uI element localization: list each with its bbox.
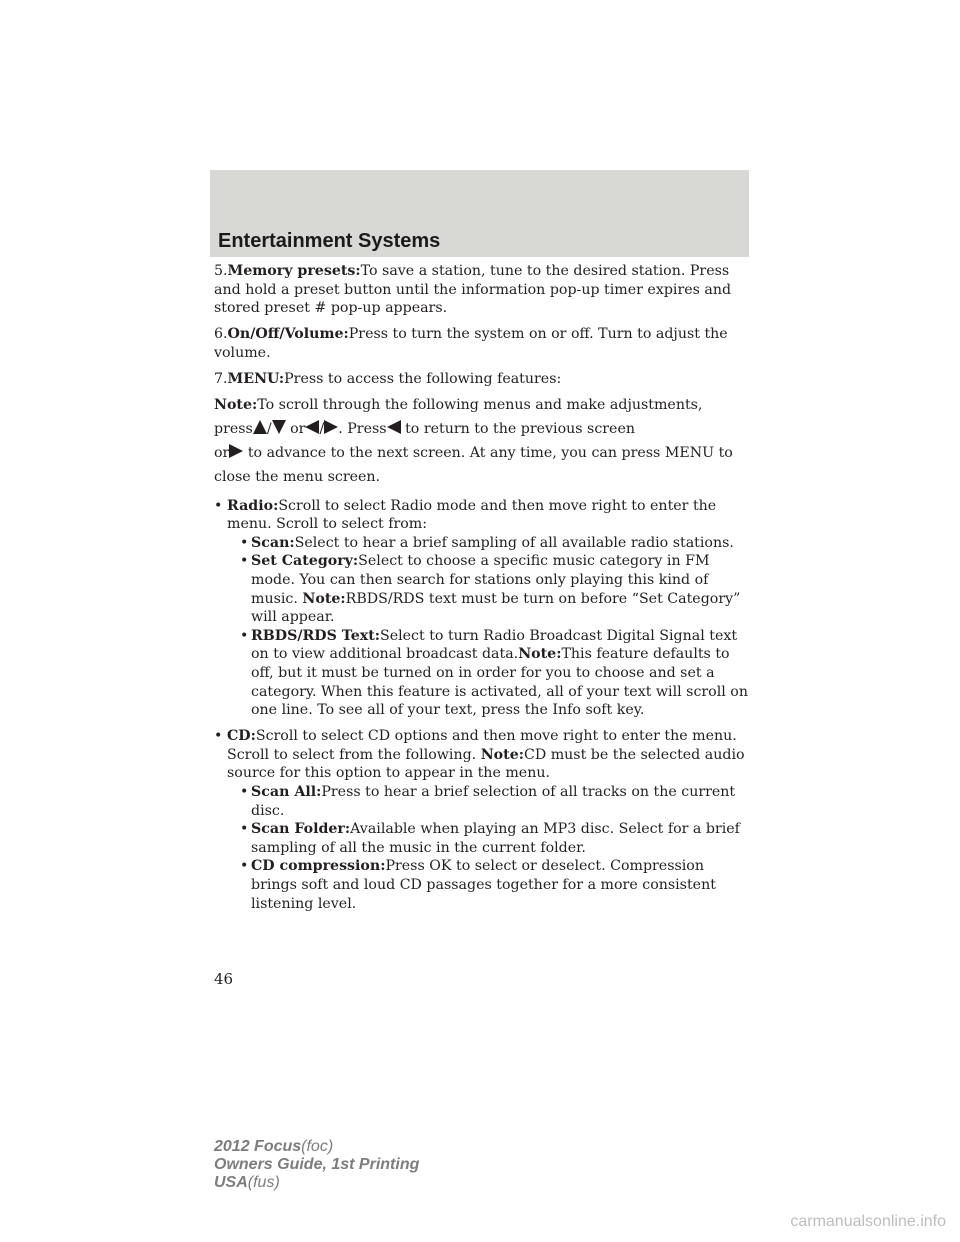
- list-item-rbds-text: [227, 627, 754, 720]
- item-text: Press to access the following features:: [284, 370, 562, 387]
- list-item-scan: [227, 534, 754, 553]
- list-item-scan-folder: [227, 820, 754, 857]
- footer-model-line: [214, 1138, 419, 1156]
- item-text: To save a station, tune to the desired station. Press and hold a preset button until the information pop-up timer expires and stored preset # pop-up appears.: [214, 263, 732, 317]
- left-arrow-icon: [305, 420, 319, 434]
- manual-content: [214, 262, 754, 921]
- note-text: CD must be the selected audio source for this option to appear in the menu.: [227, 746, 745, 782]
- item-label: Radio:: [227, 497, 279, 514]
- item-text: Available when playing an MP3 disc. Select for a brief sampling of all the music in the current folder.: [251, 821, 740, 856]
- note-navigation: [214, 393, 754, 489]
- document-footer: [214, 1138, 419, 1192]
- slash: /: [319, 421, 325, 438]
- press-text: . Press: [338, 421, 387, 438]
- or-text: or: [214, 445, 230, 462]
- item-label: On/Off/Volume:: [227, 326, 349, 343]
- list-item-cd: [214, 727, 754, 783]
- note-text: RBDS/RDS text must be turn on before “Set Category” will appear.: [251, 590, 741, 626]
- left-arrow-icon: [387, 420, 401, 434]
- down-arrow-icon: [272, 420, 286, 434]
- footer-guide: Owners Guide, 1st Printing: [214, 1156, 420, 1173]
- section-title: Entertainment Systems: [218, 230, 441, 252]
- item-number: 7.: [214, 370, 228, 387]
- up-arrow-icon: [253, 420, 267, 434]
- cd-sublist: [214, 783, 754, 913]
- note-label: Note:: [214, 397, 258, 414]
- item-text: Press to hear a brief selection of all tracks on the current disc.: [251, 783, 736, 819]
- note-label: Note:: [518, 646, 562, 663]
- footer-market-line: [214, 1174, 419, 1192]
- item-number: 5.: [214, 263, 228, 279]
- cd-feature-list: [214, 727, 754, 913]
- menu-feature-list: [214, 497, 754, 720]
- list-item-set-category: [227, 552, 754, 626]
- slash: /: [266, 421, 272, 438]
- item-label: Scan:: [251, 534, 295, 551]
- item-text: Press OK to select or deselect. Compression brings soft and loud CD passages together for a more consistent listening level.: [251, 858, 716, 912]
- item-label: CD compression:: [251, 858, 386, 875]
- item-text: Press to turn the system on or off. Turn to adjust the volume.: [214, 326, 728, 361]
- item-text: Scroll to select CD options and then move right to enter the menu. Scroll to select from the following.: [227, 728, 737, 763]
- item-label: RBDS/RDS Text:: [251, 627, 380, 644]
- section-header-band: [210, 170, 749, 257]
- watermark: carmanualsonline.info: [790, 1213, 946, 1230]
- advance-text: to advance to the next screen. At any time, you can press MENU to close the menu screen.: [214, 445, 733, 486]
- right-arrow-icon: [229, 444, 243, 458]
- item-memory-presets: [214, 262, 754, 318]
- note-label: Note:: [302, 590, 346, 607]
- item-text: Scroll to select Radio mode and then move right to enter the menu. Scroll to select from:: [227, 497, 717, 533]
- item-label: CD:: [227, 728, 256, 745]
- page-number: 46: [214, 970, 234, 988]
- return-text: to return to the previous screen: [405, 421, 635, 438]
- or-text: or: [290, 421, 306, 438]
- footer-model: 2012 Focus: [214, 1138, 302, 1155]
- item-label: Set Category:: [251, 553, 359, 570]
- list-item-scan-all: [227, 783, 754, 820]
- item-label: Scan Folder:: [251, 821, 351, 838]
- footer-market: USA: [214, 1174, 248, 1191]
- list-item-cd-compression: [227, 857, 754, 913]
- footer-guide-line: [214, 1156, 419, 1174]
- note-label: Note:: [480, 746, 524, 763]
- item-number: 6.: [214, 326, 228, 343]
- list-item-radio: [214, 497, 754, 534]
- right-arrow-icon: [324, 420, 338, 434]
- item-label: Memory presets:: [227, 263, 361, 279]
- item-label: MENU:: [227, 370, 285, 387]
- note-text: This feature defaults to off, but it must be turned on in order for you to choose and set a category. When this feature is activated, all of your text will scroll on one line. To see all of your text, press the Info soft key.: [251, 646, 748, 719]
- item-on-off-volume: [214, 325, 754, 362]
- note-press: press: [214, 421, 253, 438]
- radio-sublist: [214, 534, 754, 720]
- item-text: Select to turn Radio Broadcast Digital Signal text on to view additional broadcast data.: [251, 627, 738, 663]
- item-label: Scan All:: [251, 783, 322, 800]
- note-line1: To scroll through the following menus and make adjustments,: [257, 397, 703, 414]
- item-text: Select to hear a brief sampling of all available radio stations.: [294, 534, 734, 551]
- item-text: Select to choose a specific music category in FM mode. You can then search for stations only playing this kind of music.: [251, 553, 710, 607]
- footer-market-code: (fus): [247, 1174, 280, 1191]
- item-menu: [214, 370, 754, 389]
- footer-model-code: (foc): [301, 1138, 334, 1155]
